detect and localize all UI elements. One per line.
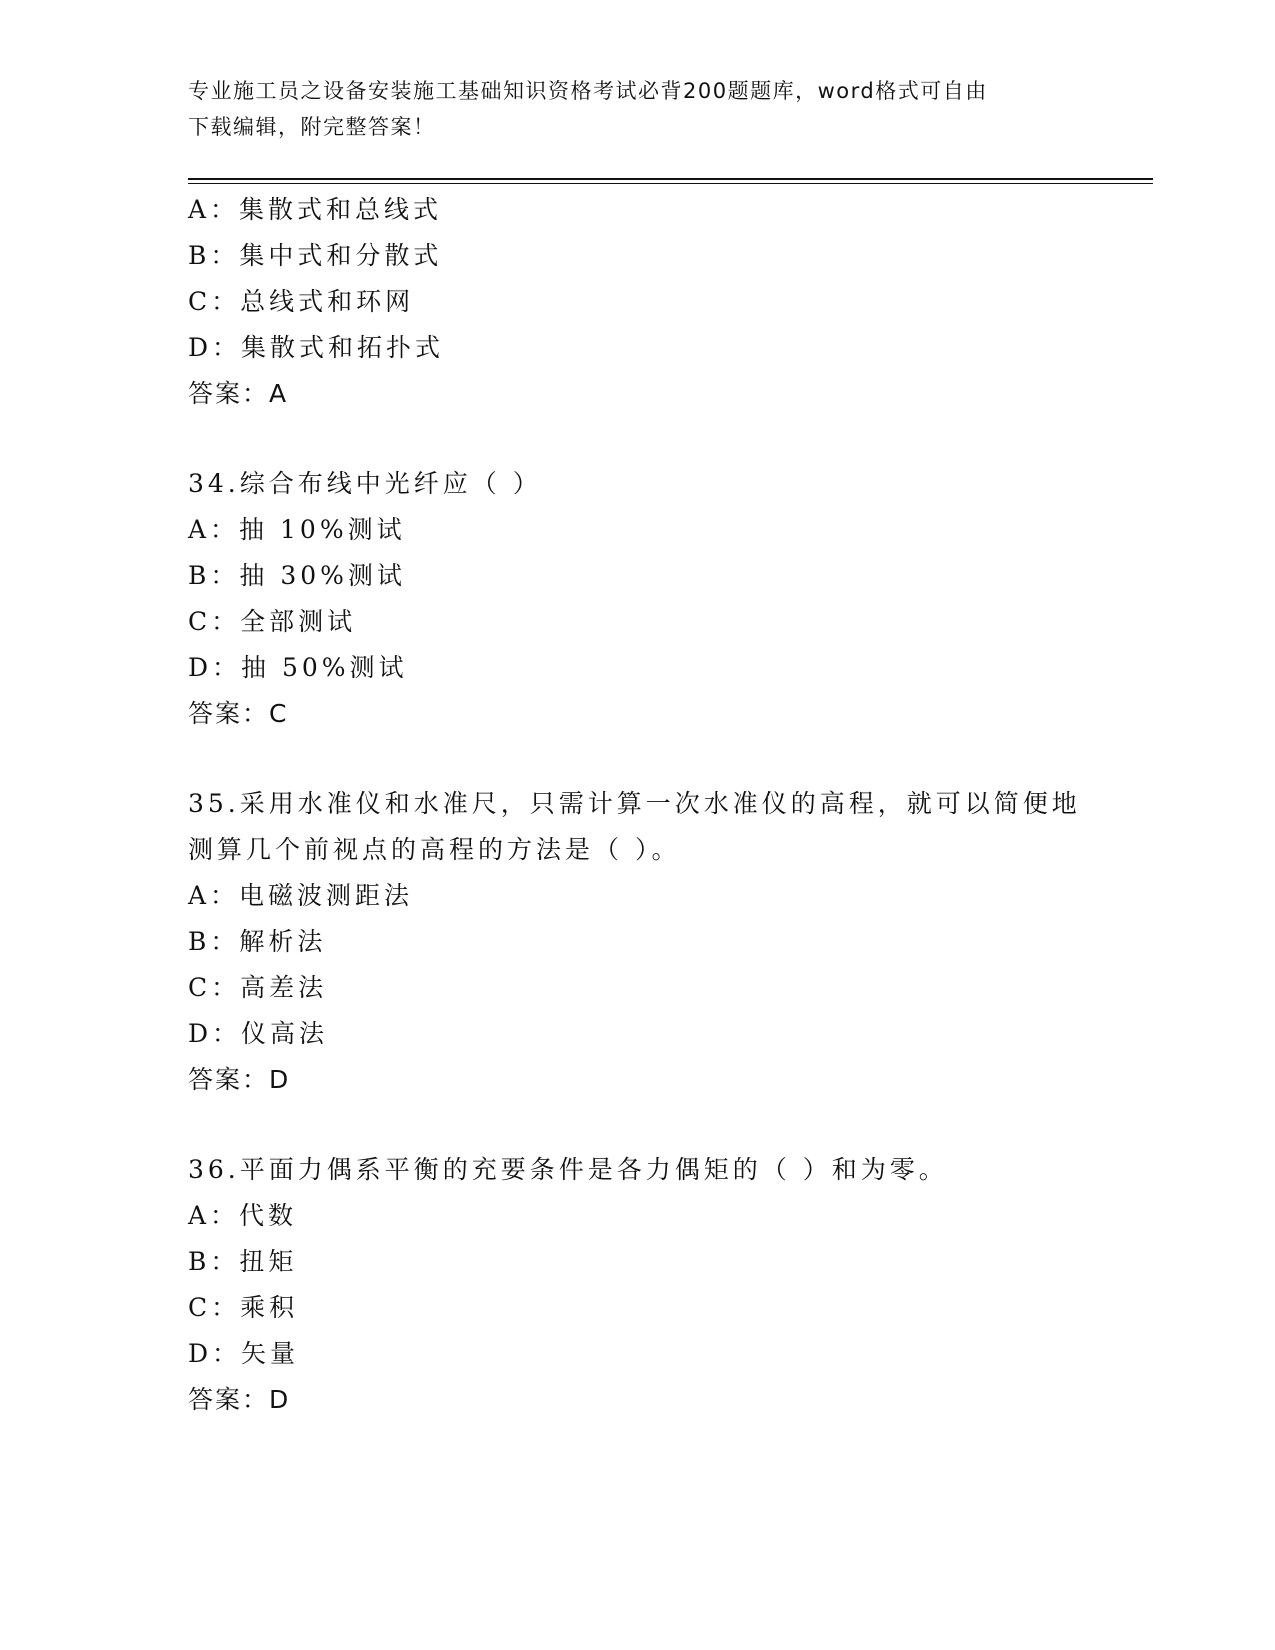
option-c: C：全部测试 bbox=[188, 607, 357, 636]
question-text: 36.平面力偶系平衡的充要条件是各力偶矩的（ ）和为零。 bbox=[188, 1155, 948, 1184]
spacer bbox=[188, 1103, 1088, 1147]
answer: 答案：D bbox=[188, 1385, 291, 1414]
option-d: D：矢量 bbox=[188, 1339, 300, 1368]
option-d: D：抽 50%测试 bbox=[188, 653, 408, 682]
header-line-1: 专业施工员之设备安装施工基础知识资格考试必背200题题库，word格式可自由 bbox=[188, 79, 988, 103]
spacer bbox=[188, 417, 1088, 461]
question-35 bbox=[188, 781, 1088, 1103]
answer: 答案：D bbox=[188, 1065, 291, 1094]
option-c: C：总线式和环网 bbox=[188, 287, 415, 316]
question-text: 34.综合布线中光纤应（ ） bbox=[188, 469, 542, 498]
question-list bbox=[188, 187, 1088, 1423]
question-34 bbox=[188, 461, 1088, 737]
option-d: D：仪高法 bbox=[188, 1019, 329, 1048]
answer: 答案：A bbox=[188, 379, 289, 408]
question-text-line-2: 测算几个前视点的高程的方法是（ ）。 bbox=[188, 835, 681, 864]
question-text-line-1: 35.采用水准仪和水准尺，只需计算一次水准仪的高程，就可以简便地 bbox=[188, 789, 1081, 818]
option-b: B：解析法 bbox=[188, 927, 327, 956]
header-divider-thin bbox=[188, 183, 1153, 184]
option-a: A：抽 10%测试 bbox=[188, 515, 406, 544]
spacer bbox=[188, 737, 1088, 781]
option-d: D：集散式和拓扑式 bbox=[188, 333, 445, 362]
option-c: C：高差法 bbox=[188, 973, 328, 1002]
option-a: A：代数 bbox=[188, 1201, 298, 1230]
answer: 答案：C bbox=[188, 699, 289, 728]
question-33-continued bbox=[188, 187, 1088, 417]
header-divider-thick bbox=[188, 178, 1153, 180]
option-b: B：集中式和分散式 bbox=[188, 241, 443, 270]
option-a: A：集散式和总线式 bbox=[188, 195, 443, 224]
question-36 bbox=[188, 1147, 1088, 1423]
option-c: C：乘积 bbox=[188, 1293, 299, 1322]
document-header bbox=[188, 73, 1088, 145]
option-a: A：电磁波测距法 bbox=[188, 881, 414, 910]
option-b: B：抽 30%测试 bbox=[188, 561, 406, 590]
option-b: B：扭矩 bbox=[188, 1247, 298, 1276]
header-line-2: 下载编辑，附完整答案！ bbox=[188, 115, 436, 139]
